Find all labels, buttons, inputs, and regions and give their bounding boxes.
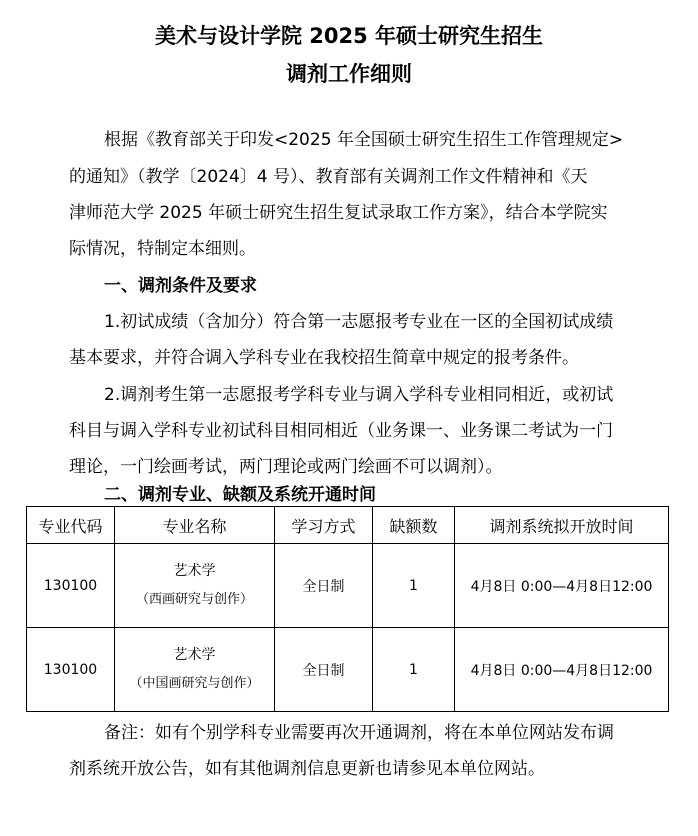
major-name: 艺术学 [173, 563, 216, 579]
cell-major-code: 130100 [27, 628, 115, 712]
major-direction: （中国画研究与创作） [129, 676, 260, 691]
cell-major-code: 130100 [27, 544, 115, 628]
major-direction: （西画研究与创作） [135, 592, 253, 607]
section1-heading: 一、调剂条件及要求 [104, 276, 257, 296]
section1-item2-line1: 2.调剂考生第一志愿报考学科专业与调入学科专业相同相近，或初试 [104, 385, 614, 405]
note-line-2: 剂系统开放公告，如有其他调剂信息更新也请参见本单位网站。 [69, 759, 545, 779]
header-vacancy: 缺额数 [373, 507, 455, 544]
section1-item1-line2: 基本要求，并符合调入学科专业在我校招生简章中规定的报考条件。 [69, 348, 579, 368]
cell-open-time: 4月8日 0:00—4月8日12:00 [455, 544, 669, 628]
header-major-code: 专业代码 [27, 507, 115, 544]
header-open-time: 调剂系统拟开放时间 [455, 507, 669, 544]
document-title-line1: 美术与设计学院 2025 年硕士研究生招生 [154, 24, 544, 48]
intro-line-1: 根据《教育部关于印发<2025 年全国硕士研究生招生工作管理规定> [104, 130, 624, 150]
table-row [27, 628, 669, 712]
section1-item2-line3: 理论，一门绘画考试，两门理论或两门绘画不可以调剂）。 [69, 457, 503, 477]
cell-vacancy: 1 [373, 628, 455, 712]
header-major-name: 专业名称 [115, 507, 275, 544]
table-row [27, 544, 669, 628]
intro-line-4: 际情况，特制定本细则。 [69, 239, 256, 259]
table-header-row [27, 507, 669, 544]
document-title-line2: 调剂工作细则 [286, 62, 412, 86]
intro-line-3: 津师范大学 2025 年硕士研究生招生复试录取工作方案》，结合本学院实 [69, 203, 608, 223]
note-line-1: 备注：如有个别学科专业需要再次开通调剂，将在本单位网站发布调 [104, 723, 614, 743]
section1-item2-line2: 科目与调入学科专业初试科目相同相近（业务课一、业务课二考试为一门 [69, 421, 613, 441]
cell-major-name [115, 544, 275, 628]
cell-study-mode: 全日制 [275, 628, 373, 712]
section1-item1-line1: 1.初试成绩（含加分）符合第一志愿报考专业在一区的全国初试成绩 [104, 312, 614, 332]
intro-line-2: 的通知》（教学〔2024〕4 号）、教育部有关调剂工作文件精神和《天 [69, 167, 588, 187]
major-name: 艺术学 [173, 647, 216, 663]
section2-heading: 二、调剂专业、缺额及系统开通时间 [104, 485, 376, 505]
cell-major-name [115, 628, 275, 712]
cell-open-time: 4月8日 0:00—4月8日12:00 [455, 628, 669, 712]
cell-vacancy: 1 [373, 544, 455, 628]
cell-study-mode: 全日制 [275, 544, 373, 628]
quota-table [26, 506, 669, 712]
header-study-mode: 学习方式 [275, 507, 373, 544]
